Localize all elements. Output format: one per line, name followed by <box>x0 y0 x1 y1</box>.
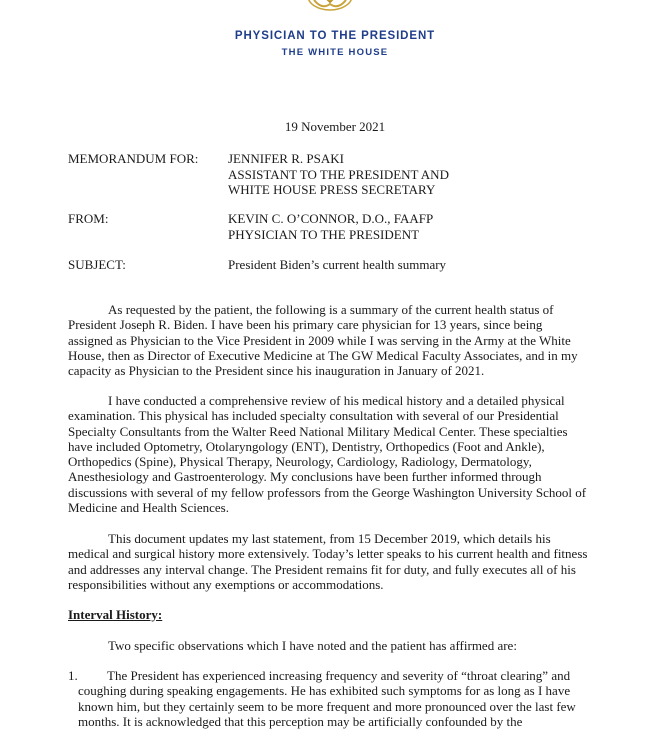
memo-for-label: MEMORANDUM FOR: <box>68 151 199 166</box>
list-item-text: The President has experienced increasing frequency and severity of “throat clearing” and coughing during speaking engagements. He has exhibited such symptoms for as long as I have known him, but they certainly seem to be more frequent and more pronounced over the last few months. It is acknowledged that this perception may be artificially confounded by the <box>78 668 576 729</box>
memo-date: 19 November 2021 <box>284 119 386 134</box>
list-item-number: 1. <box>68 668 78 683</box>
interval-intro: Two specific observations which I have noted and the patient has affirmed are: <box>108 638 517 653</box>
memo-from-label: FROM: <box>68 211 109 226</box>
list-item <box>68 668 588 729</box>
letterhead-subtitle: THE WHITE HOUSE <box>281 47 389 58</box>
body-paragraph-1 <box>68 302 588 378</box>
paragraph-text: I have conducted a comprehensive review of his medical history and a detailed physical examination. This physical has included specialty consultation with several of our Presidential Specialty Consultants from the Walter Reed National Military Medical Center. These specialties have included Optometry, Otolaryngology (ENT), Dentistry, Orthopedics (Foot and Ankle), Orthopedics (Spine), Physical Therapy, Neurology, Cardiology, Radiology, Dermatology, Anesthesiology and Gastroenterology. My conclusions have been further informed through discussions with several of my fellow professors from the George Washington University School of Medicine and Health Sciences. <box>68 393 587 516</box>
paragraph-text: As requested by the patient, the following is a summary of the current health status of President Joseph R. Biden. I have been his primary care physician for 13 years, since being assigned as Physician to the Vice President in 2009 while I was serving in the Army at the White House, then as Director of Executive Medicine at The GW Medical Faculty Associates, and in my capacity as Physician to the President since his inauguration in January of 2021. <box>68 302 578 379</box>
memo-for-line: WHITE HOUSE PRESS SECRETARY <box>228 182 436 197</box>
memo-for-line: JENNIFER R. PSAKI <box>228 151 344 166</box>
memo-for-recipient <box>228 151 449 198</box>
body-paragraph-3 <box>68 531 588 592</box>
paragraph-text: This document updates my last statement, from 15 December 2019, which details his medical and surgical history more extensively. Today’s letter speaks to his current health and fitness and addresses any interval change. The President remains fit for duty, and fully executes all of his responsibilities without any exemptions or accommodations. <box>68 531 588 592</box>
memo-subject-label: SUBJECT: <box>68 257 126 272</box>
body-paragraph-2 <box>68 393 588 515</box>
section-heading-interval-history: Interval History: <box>68 607 163 622</box>
memo-subject: President Biden’s current health summary <box>228 257 447 272</box>
memo-for-line: ASSISTANT TO THE PRESIDENT AND <box>228 166 449 182</box>
memo-from-sender <box>228 211 433 242</box>
letterhead-title: PHYSICIAN TO THE PRESIDENT <box>234 30 436 42</box>
presidential-seal-icon <box>300 0 360 14</box>
memo-from-line: PHYSICIAN TO THE PRESIDENT <box>228 226 420 242</box>
memo-from-line: KEVIN C. O’CONNOR, D.O., FAAFP <box>228 211 434 226</box>
